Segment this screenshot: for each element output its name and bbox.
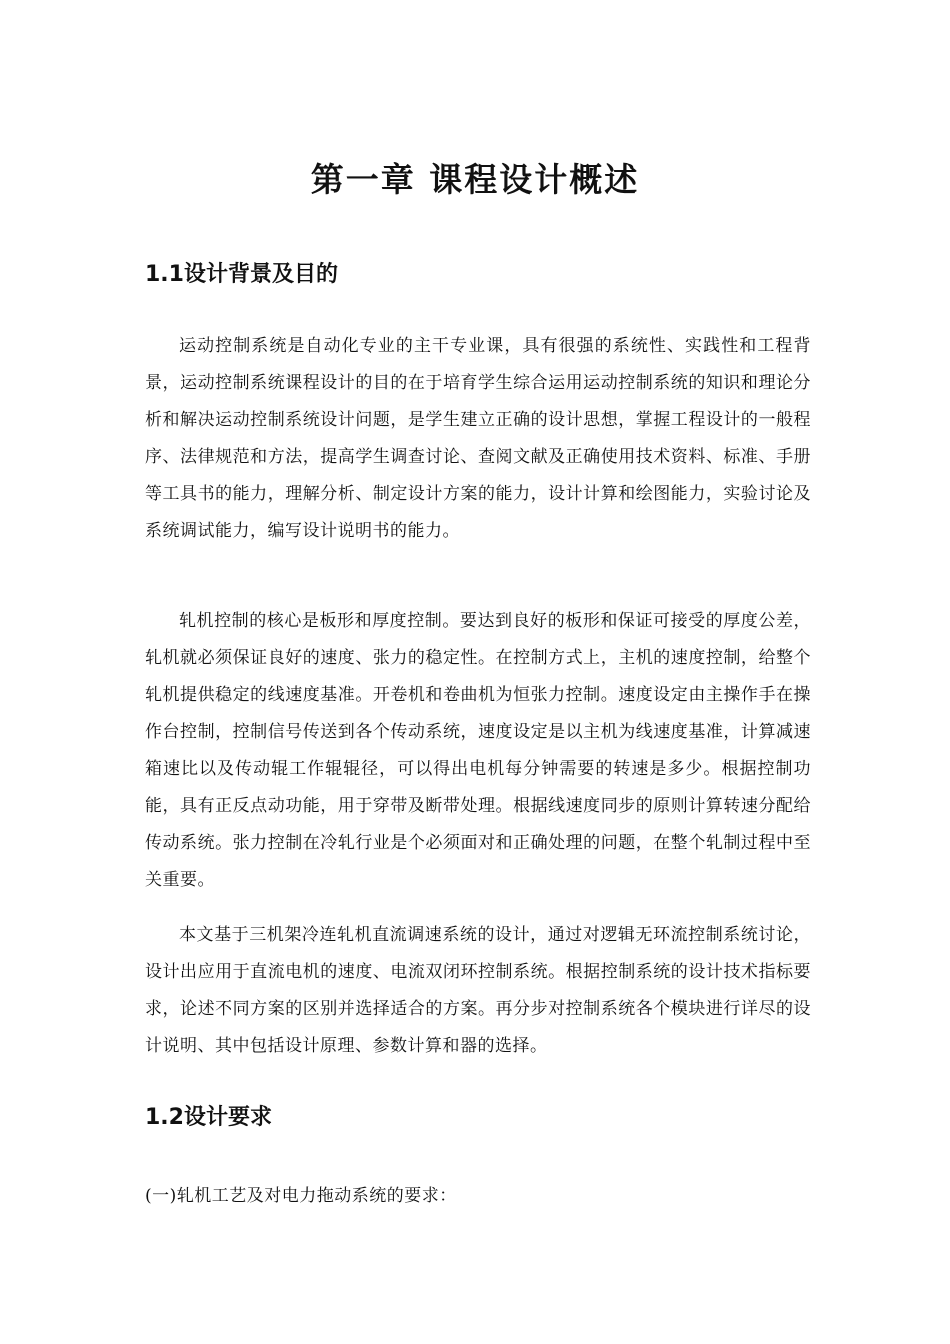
paragraph-design-overview: 本文基于三机架冷连轧机直流调速系统的设计，通过对逻辑无环流控制系统讨论，设计出应用于直流电机的速度、电流双闭环控制系统。根据控制系统的设计技术指标要求，论述不同方案的区别并选择适合的方案。再分步对控制系统各个模块进行详尽的设计说明、其中包括设计原理、参数计算和器的选择。 xyxy=(145,925,811,1056)
paragraph-background-purpose: 运动控制系统是自动化专业的主干专业课，具有很强的系统性、实践性和工程背景，运动控制系统课程设计的目的在于培育学生综合运用运动控制系统的知识和理论分析和解决运动控制系统设计问题，是学生建立正确的设计思想，掌握工程设计的一般程序、法律规范和方法，提高学生调查讨论、查阅文献及正确使用技术资料、标准、手册等工具书的能力，理解分析、制定设计方案的能力，设计计算和绘图能力，实验讨论及系统调试能力，编写设计说明书的能力。 xyxy=(145,336,811,541)
section-heading-1-1: 1.1设计背景及目的 xyxy=(145,262,338,287)
paragraph-rolling-mill-control: 轧机控制的核心是板形和厚度控制。要达到良好的板形和保证可接受的厚度公差，轧机就必须保证良好的速度、张力的稳定性。在控制方式上，主机的速度控制，给整个轧机提供稳定的线速度基准。开卷机和卷曲机为恒张力控制。速度设定由主操作手在操作台控制，控制信号传送到各个传动系统，速度设定是以主机为线速度基准，计算减速箱速比以及传动辊工作辊辊径，可以得出电机每分钟需要的转速是多少。根据控制功能，具有正反点动功能，用于穿带及断带处理。根据线速度同步的原则计算转速分配给传动系统。张力控制在冷轧行业是个必须面对和正确处理的问题，在整个轧制过程中至关重要。 xyxy=(145,611,811,890)
requirement-item-1: (一)轧机工艺及对电力拖动系统的要求： xyxy=(145,1186,457,1206)
chapter-title: 第一章 课程设计概述 xyxy=(310,160,640,199)
section-heading-1-2: 1.2设计要求 xyxy=(145,1105,272,1130)
